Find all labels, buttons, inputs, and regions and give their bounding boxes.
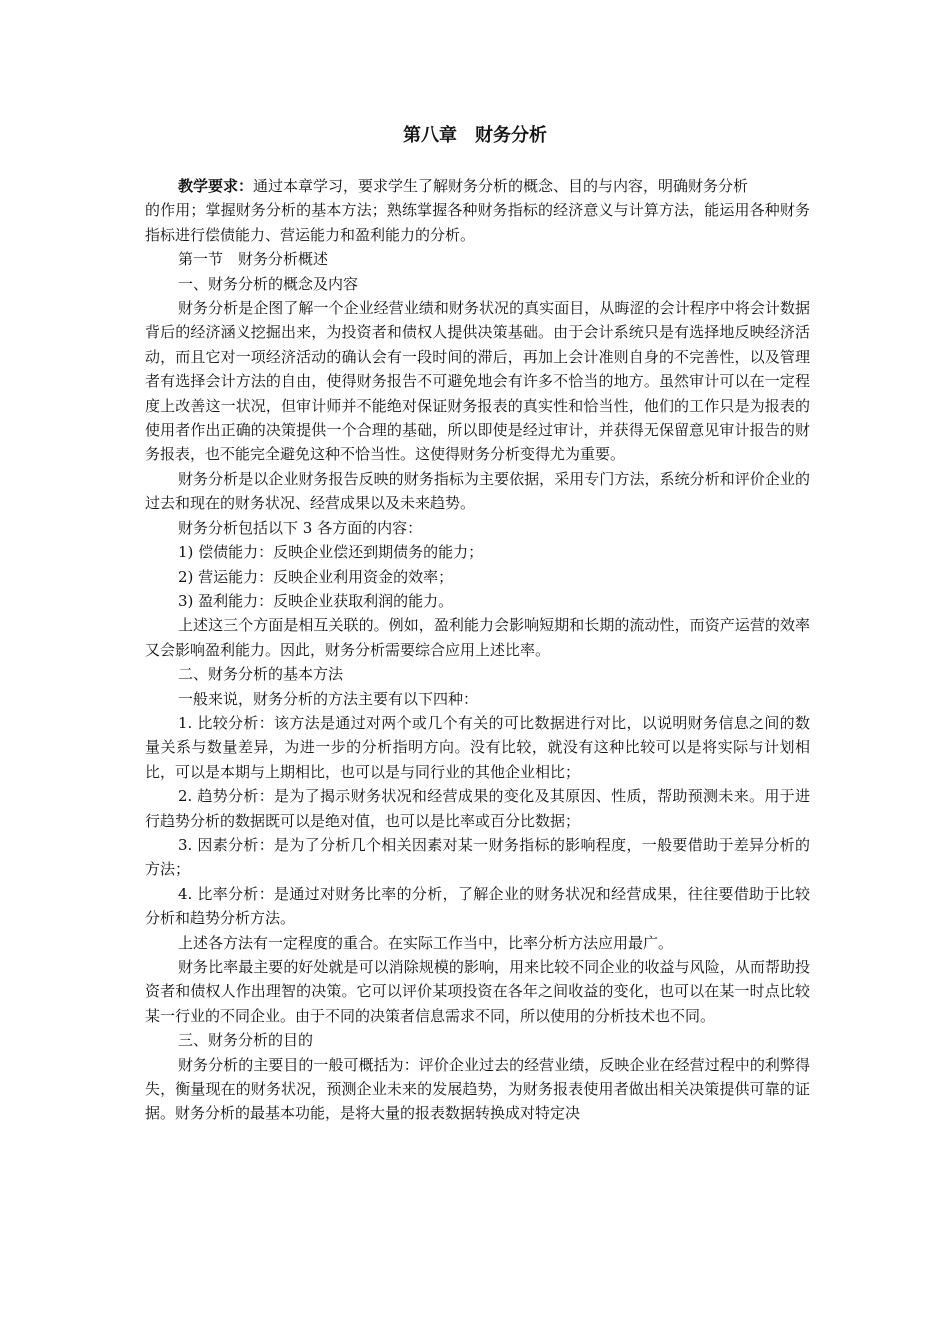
- list-item: 2) 营运能力：反映企业利用资金的效率；: [178, 567, 454, 586]
- paragraph: 上述各方法有一定程度的重合。在实际工作当中，比率分析方法应用最广。: [178, 933, 674, 952]
- method-item: 3. 因素分析：是为了分析几个相关因素对某一财务指标的影响程度，一般要借助于差异分析的方法；: [145, 835, 810, 879]
- paragraph: 财务分析是企图了解一个企业经营业绩和财务状况的真实面目，从晦涩的会计程序中将会计数据背后的经济涵义挖掘出来，为投资者和债权人提供决策基础。由于会计系统只是有选择地反映经济活动，而且它对一项经济活动的确认会有一段时间的滞后，再加上会计准则自身的不完善性，以及管理者有选择会计方法的自由，使得财务报告不可避免地会有许多不恰当的地方。虽然审计可以在一定程度上改善这一状况，但审计师并不能绝对保证财务报表的真实性和恰当性，他们的工作只是为报表的使用者作出正确的决策提供一个合理的基础，所以即使是经过审计，并获得无保留意见审计报告的财务报表，也不能完全避免这种不恰当性。这使得财务分析变得尤为重要。: [145, 299, 810, 464]
- teaching-requirements-continued: 的作用；掌握财务分析的基本方法；熟练掌握各种财务指标的经济意义与计算方法，能运用各种财务指标进行偿债能力、营运能力和盈利能力的分析。: [145, 201, 810, 244]
- paragraph: 财务分析包括以下 3 各方面的内容：: [178, 518, 423, 537]
- subheading-purpose: 三、财务分析的目的: [178, 1031, 314, 1050]
- paragraph: 财务分析是以企业财务报告反映的财务指标为主要依据，采用专门方法，系统分析和评价企业的过去和现在的财务状况、经营成果以及未来趋势。: [145, 469, 810, 513]
- teaching-requirements-line1: [145, 174, 810, 198]
- document-body: [145, 174, 810, 1126]
- paragraph: 一般来说，财务分析的方法主要有以下四种：: [178, 689, 479, 708]
- subheading-concept: 一、财务分析的概念及内容: [178, 274, 359, 293]
- paragraph: 财务比率最主要的好处就是可以消除规模的影响，用来比较不同企业的收益与风险，从而帮助投资者和债权人作出理智的决策。它可以评价某项投资在各年之间收益的变化，也可以在某一时点比较某一行业的不同企业。由于不同的决策者信息需求不同，所以使用的分析技术也不同。: [145, 958, 810, 1025]
- method-item: 1. 比较分析：该方法是通过对两个或几个有关的可比数据进行对比，以说明财务信息之间的数量关系与数量差异，为进一步的分析指明方向。没有比较，就没有这种比较可以是将实际与计划相比，可以是本期与上期相比，也可以是与同行业的其他企业相比；: [145, 713, 810, 781]
- list-item: 3) 盈利能力：反映企业获取利润的能力。: [178, 591, 454, 610]
- paragraph: 财务分析的主要目的一般可概括为：评价企业过去的经营业绩，反映企业在经营过程中的利弊得失，衡量现在的财务状况，预测企业未来的发展趋势，为财务报表使用者做出相关决策提供可靠的证据。财务分析的最基本功能，是将大量的报表数据转换成对特定决: [145, 1055, 810, 1123]
- teaching-requirements-label: 教学要求：: [178, 177, 254, 195]
- method-item: 2. 趋势分析：是为了揭示财务状况和经营成果的变化及其原因、性质，帮助预测未来。用于进行趋势分析的数据既可以是绝对值，也可以是比率或百分比数据；: [145, 787, 810, 830]
- method-item: 4. 比率分析：是通过对财务比率的分析，了解企业的财务状况和经营成果，往往要借助于比较分析和趋势分析方法。: [145, 884, 810, 928]
- chapter-title: 第八章 财务分析: [403, 125, 547, 146]
- section-heading: 第一节 财务分析概述: [178, 250, 329, 269]
- paragraph: 上述这三个方面是相互关联的。例如，盈利能力会影响短期和长期的流动性，而资产运营的效率又会影响盈利能力。因此，财务分析需要综合应用上述比率。: [145, 616, 810, 659]
- subheading-methods: 二、财务分析的基本方法: [178, 665, 344, 684]
- list-item: 1) 偿债能力：反映企业偿还到期债务的能力；: [178, 543, 484, 562]
- teaching-requirements-text: 通过本章学习，要求学生了解财务分析的概念、目的与内容，明确财务分析: [253, 177, 749, 195]
